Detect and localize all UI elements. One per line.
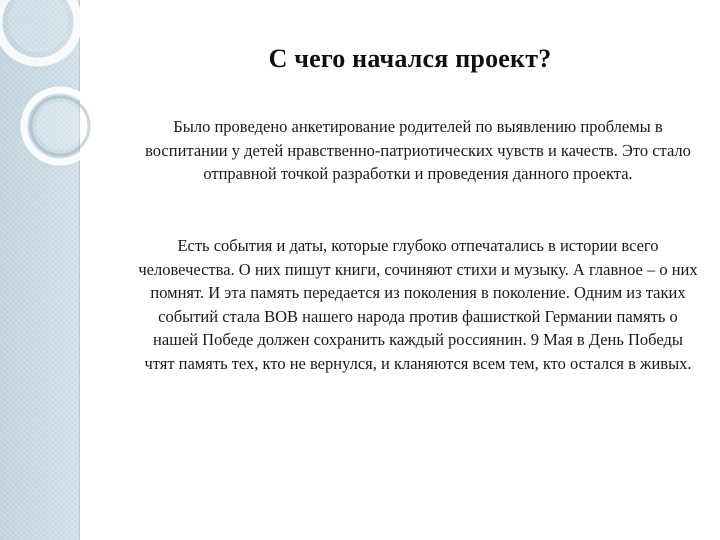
decorative-ring-small-core <box>36 102 84 150</box>
paragraph-survey: Было проведено анкетирование родителей по выявлению проблемы в воспитании у детей нравственно-патриотических чувств и качеств. Это стало отправной точкой разработки и проведения данного проекта. <box>145 117 691 183</box>
decorative-ring-large-inner <box>8 0 68 52</box>
decorative-rings <box>0 0 160 200</box>
slide-title: С чего начался проект? <box>268 44 552 73</box>
paragraph-history: Есть события и даты, которые глубоко отпечатались в истории всего человечества. О них пишут книги, сочиняют стихи и музыку. А главное – о них помнят. И эта память передается из поколения в поколение. Одним из таких событий стала ВОВ нашего народа против фашисткой Германии память о нашей Победе должен сохранить каждый россиянин. 9 Мая в День Победы чтят память тех, кто не вернулся, и кланяются всем тем, кто остался в живых. <box>138 236 698 373</box>
